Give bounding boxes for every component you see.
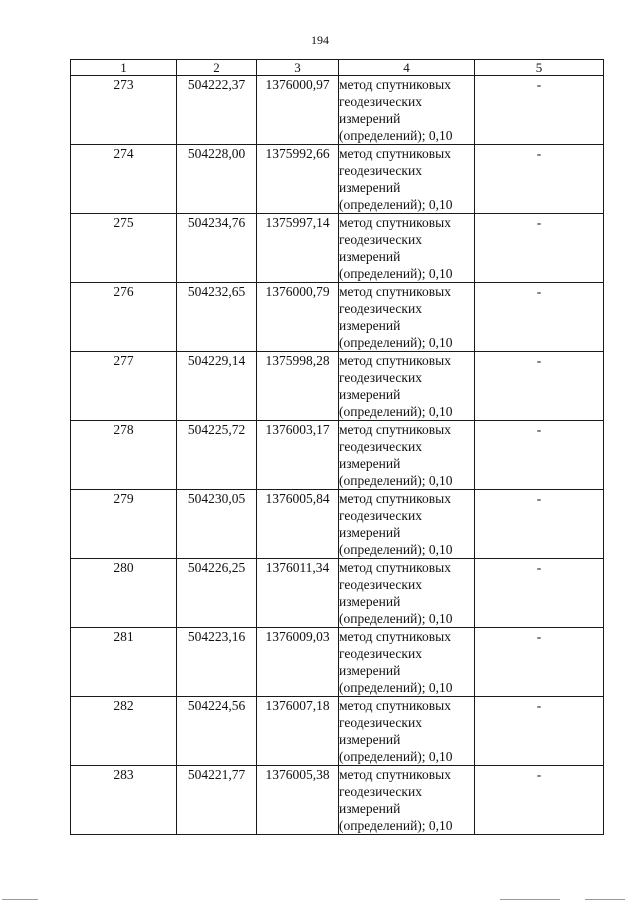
table-row [71, 490, 604, 559]
method-line: геодезических [339, 94, 422, 109]
method-cell [339, 490, 475, 559]
method-cell [339, 76, 475, 145]
point-number-cell: 277 [71, 352, 177, 421]
method-line: геодезических [339, 715, 422, 730]
point-number-cell: 278 [71, 421, 177, 490]
y-coordinate-cell: 1376007,18 [257, 697, 339, 766]
method-line: (определений); 0,10 [339, 749, 453, 764]
method-line: (определений); 0,10 [339, 197, 453, 212]
method-line: измерений [339, 249, 401, 264]
point-number-cell: 283 [71, 766, 177, 835]
note-cell: - [475, 352, 604, 421]
scan-edge-marks [0, 893, 640, 905]
method-line: геодезических [339, 439, 422, 454]
column-header-5: 5 [475, 60, 604, 76]
column-header-3: 3 [257, 60, 339, 76]
method-line: геодезических [339, 577, 422, 592]
y-coordinate-cell: 1376000,97 [257, 76, 339, 145]
x-coordinate-cell: 504222,37 [177, 76, 257, 145]
column-header-1: 1 [71, 60, 177, 76]
method-line: (определений); 0,10 [339, 473, 453, 488]
method-cell [339, 214, 475, 283]
table-row [71, 145, 604, 214]
method-line: измерений [339, 180, 401, 195]
method-line: (определений); 0,10 [339, 818, 453, 833]
y-coordinate-cell: 1376009,03 [257, 628, 339, 697]
x-coordinate-cell: 504234,76 [177, 214, 257, 283]
method-line: метод спутниковых [339, 146, 451, 161]
method-line: измерений [339, 801, 401, 816]
x-coordinate-cell: 504229,14 [177, 352, 257, 421]
method-line: геодезических [339, 232, 422, 247]
method-line: измерений [339, 594, 401, 609]
y-coordinate-cell: 1376005,84 [257, 490, 339, 559]
method-line: измерений [339, 732, 401, 747]
note-cell: - [475, 214, 604, 283]
method-cell [339, 766, 475, 835]
note-cell: - [475, 628, 604, 697]
page-number: 194 [311, 33, 329, 47]
x-coordinate-cell: 504232,65 [177, 283, 257, 352]
x-coordinate-cell: 504230,05 [177, 490, 257, 559]
method-line: (определений); 0,10 [339, 680, 453, 695]
method-cell [339, 421, 475, 490]
note-cell: - [475, 490, 604, 559]
x-coordinate-cell: 504228,00 [177, 145, 257, 214]
table-row [71, 352, 604, 421]
method-line: измерений [339, 525, 401, 540]
method-line: (определений); 0,10 [339, 404, 453, 419]
method-line: метод спутниковых [339, 491, 451, 506]
y-coordinate-cell: 1375997,14 [257, 214, 339, 283]
table-row [71, 214, 604, 283]
point-number-cell: 282 [71, 697, 177, 766]
method-line: метод спутниковых [339, 629, 451, 644]
method-cell [339, 559, 475, 628]
note-cell: - [475, 145, 604, 214]
table-row [71, 559, 604, 628]
method-line: геодезических [339, 646, 422, 661]
y-coordinate-cell: 1376005,38 [257, 766, 339, 835]
method-line: геодезических [339, 508, 422, 523]
x-coordinate-cell: 504223,16 [177, 628, 257, 697]
method-line: метод спутниковых [339, 77, 451, 92]
point-number-cell: 273 [71, 76, 177, 145]
table-row [71, 283, 604, 352]
method-line: метод спутниковых [339, 215, 451, 230]
method-line: геодезических [339, 370, 422, 385]
table-row [71, 421, 604, 490]
x-coordinate-cell: 504225,72 [177, 421, 257, 490]
y-coordinate-cell: 1376003,17 [257, 421, 339, 490]
note-cell: - [475, 421, 604, 490]
method-line: метод спутниковых [339, 560, 451, 575]
method-line: геодезических [339, 163, 422, 178]
method-line: метод спутниковых [339, 284, 451, 299]
column-header-4: 4 [339, 60, 475, 76]
point-number-cell: 275 [71, 214, 177, 283]
method-cell [339, 283, 475, 352]
method-line: измерений [339, 387, 401, 402]
note-cell: - [475, 766, 604, 835]
method-line: (определений); 0,10 [339, 611, 453, 626]
note-cell: - [475, 559, 604, 628]
coordinates-table [70, 59, 604, 835]
point-number-cell: 276 [71, 283, 177, 352]
method-line: измерений [339, 663, 401, 678]
note-cell: - [475, 76, 604, 145]
method-cell [339, 628, 475, 697]
table-row [71, 766, 604, 835]
method-line: геодезических [339, 784, 422, 799]
point-number-cell: 280 [71, 559, 177, 628]
method-line: метод спутниковых [339, 353, 451, 368]
table-row [71, 697, 604, 766]
method-line: метод спутниковых [339, 698, 451, 713]
note-cell: - [475, 283, 604, 352]
method-line: метод спутниковых [339, 422, 451, 437]
x-coordinate-cell: 504226,25 [177, 559, 257, 628]
table-row [71, 76, 604, 145]
method-cell [339, 697, 475, 766]
method-line: (определений); 0,10 [339, 542, 453, 557]
method-line: (определений); 0,10 [339, 266, 453, 281]
point-number-cell: 281 [71, 628, 177, 697]
method-cell [339, 352, 475, 421]
column-header-2: 2 [177, 60, 257, 76]
point-number-cell: 279 [71, 490, 177, 559]
method-line: метод спутниковых [339, 767, 451, 782]
note-cell: - [475, 697, 604, 766]
method-line: геодезических [339, 301, 422, 316]
y-coordinate-cell: 1375992,66 [257, 145, 339, 214]
method-line: (определений); 0,10 [339, 128, 453, 143]
table-row [71, 628, 604, 697]
y-coordinate-cell: 1375998,28 [257, 352, 339, 421]
x-coordinate-cell: 504221,77 [177, 766, 257, 835]
method-line: измерений [339, 111, 401, 126]
method-line: измерений [339, 456, 401, 471]
method-cell [339, 145, 475, 214]
table-header-row [71, 60, 604, 76]
x-coordinate-cell: 504224,56 [177, 697, 257, 766]
method-line: (определений); 0,10 [339, 335, 453, 350]
method-line: измерений [339, 318, 401, 333]
y-coordinate-cell: 1376000,79 [257, 283, 339, 352]
y-coordinate-cell: 1376011,34 [257, 559, 339, 628]
point-number-cell: 274 [71, 145, 177, 214]
